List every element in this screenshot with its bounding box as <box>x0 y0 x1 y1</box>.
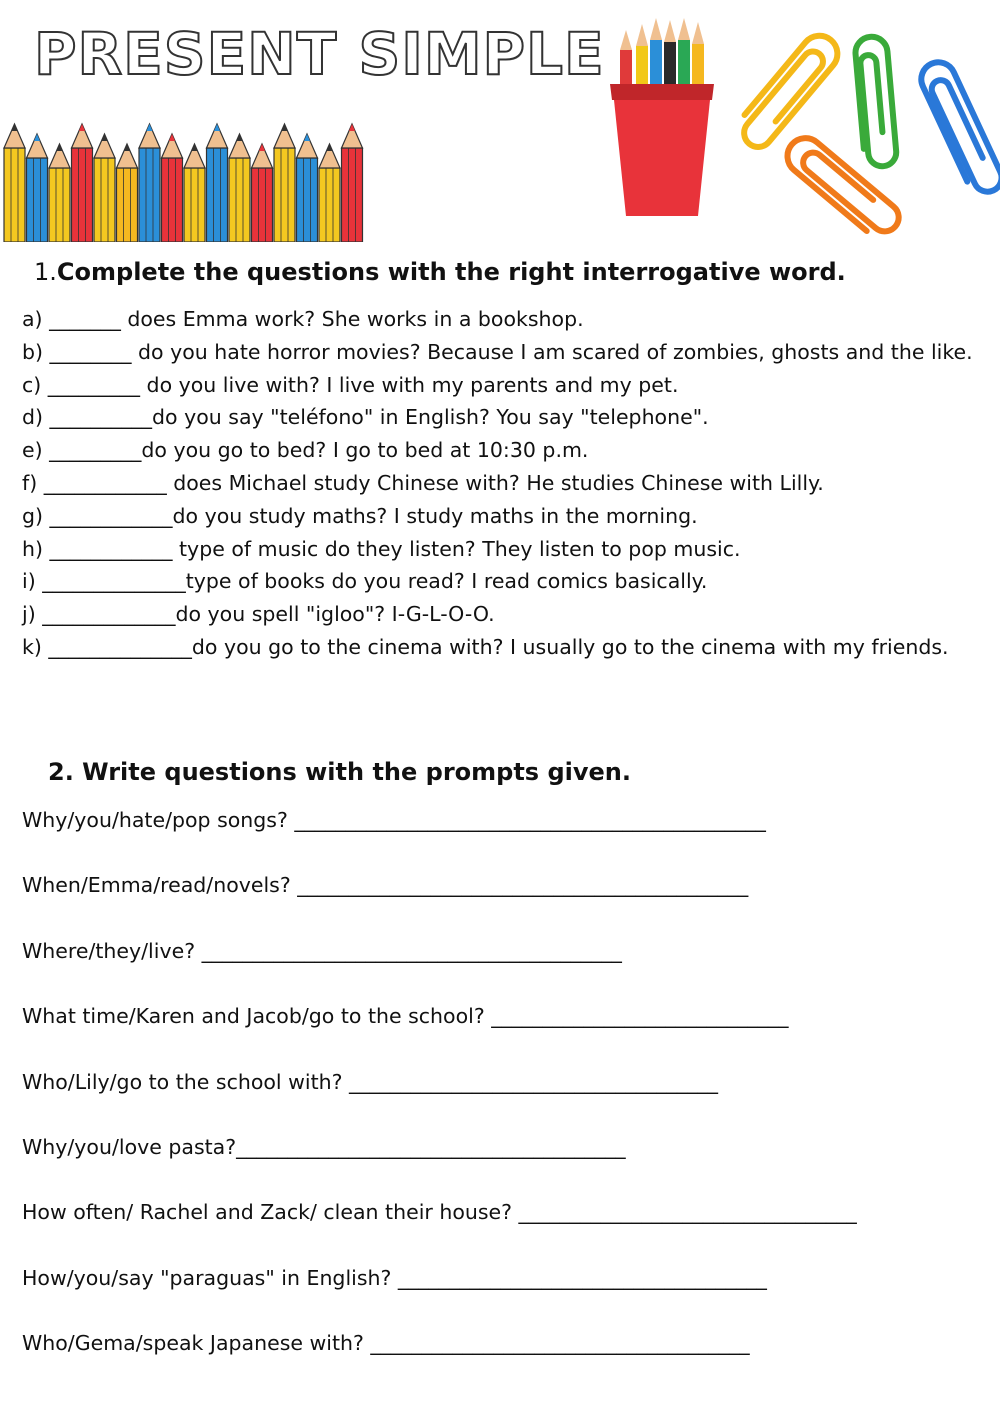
pencil-shape <box>207 124 228 242</box>
exercise1-item-k: k) ______________do you go to the cinema with? I usually go to the cinema with my friends. <box>22 634 949 659</box>
pencil-shape <box>252 144 273 242</box>
pencil-shape <box>184 144 205 242</box>
pencil-shape <box>49 144 70 242</box>
paperclips-illustration <box>726 18 1000 238</box>
exercise1-item-b: b) ________ do you hate horror movies? Because I am scared of zombies, ghosts and the like. <box>22 339 973 364</box>
exercise2-prompt-1: Why/you/hate/pop songs? ______________________________________________ <box>22 808 766 832</box>
exercise2-prompt-2: When/Emma/read/novels? ____________________________________________ <box>22 873 749 898</box>
orange-paperclip <box>780 131 904 238</box>
exercise2-prompt-4: What time/Karen and Jacob/go to the school? _____________________________ <box>22 1004 789 1029</box>
exercise1-item-h: h) ____________ type of music do they listen? They listen to pop music. <box>22 536 741 561</box>
green-paperclip <box>854 35 897 167</box>
exercise1-item-e: e) _________do you go to bed? I go to bed at 10:30 p.m. <box>22 438 589 463</box>
exercise2-prompt-6: Why/you/love pasta?______________________________________ <box>22 1134 626 1159</box>
section1-number: 1. <box>34 258 57 286</box>
pencil-shape <box>72 124 93 242</box>
exercise1-item-i: i) ______________type of books do you read? I read comics basically. <box>22 569 708 594</box>
section2-list <box>22 803 982 1392</box>
cup-body <box>614 100 710 216</box>
pencil-shape <box>117 144 138 242</box>
section2-heading: 2. Write questions with the prompts given. <box>48 758 631 786</box>
exercise2-prompt-8: How/you/say "paraguas" in English? ____________________________________ <box>22 1265 767 1290</box>
exercise1-item-d: d) __________do you say "teléfono" in English? You say "telephone". <box>22 405 709 430</box>
exercise2-prompt-7: How often/ Rachel and Zack/ clean their house? _________________________________ <box>22 1200 857 1225</box>
pencil-shape <box>4 124 25 242</box>
blue-paperclip <box>916 57 1000 199</box>
worksheet-title: PRESENT SIMPLE <box>34 20 605 88</box>
exercise1-item-f: f) ____________ does Michael study Chinese with? He studies Chinese with Lilly. <box>22 470 824 495</box>
exercise2-prompt-9: Who/Gema/speak Japanese with? _____________________________________ <box>22 1331 750 1356</box>
exercise1-item-a: a) _______ does Emma work? She works in a bookshop. <box>22 307 584 331</box>
pencil-shape <box>319 144 340 242</box>
pencils-illustration <box>0 118 370 242</box>
section1-heading-text: Complete the questions with the right interrogative word. <box>56 258 846 286</box>
pencil-shape <box>162 134 183 242</box>
yellow-paperclip <box>732 28 844 152</box>
exercise2-prompt-5: Who/Lily/go to the school with? ____________________________________ <box>22 1069 719 1094</box>
pencil-shape <box>297 134 318 242</box>
pencil-shape <box>139 124 160 242</box>
pencil-shape <box>342 124 363 242</box>
exercise1-item-j: j) _____________do you spell "igloo"? I-G-L-O-O. <box>22 602 495 627</box>
pencil-shape <box>94 134 115 242</box>
cup-rim <box>610 84 714 100</box>
exercise2-prompt-3: Where/they/live? _________________________________________ <box>22 938 622 963</box>
exercise1-item-g: g) ____________do you study maths? I study maths in the morning. <box>22 503 698 528</box>
pencil-shape <box>229 134 250 242</box>
pencil-shape <box>27 134 48 242</box>
section1-list <box>22 303 982 664</box>
exercise1-item-c: c) _________ do you live with? I live with my parents and my pet. <box>22 372 679 397</box>
pencil-shape <box>274 124 295 242</box>
section1-heading <box>34 258 846 286</box>
pencil-cup-illustration <box>606 10 722 220</box>
